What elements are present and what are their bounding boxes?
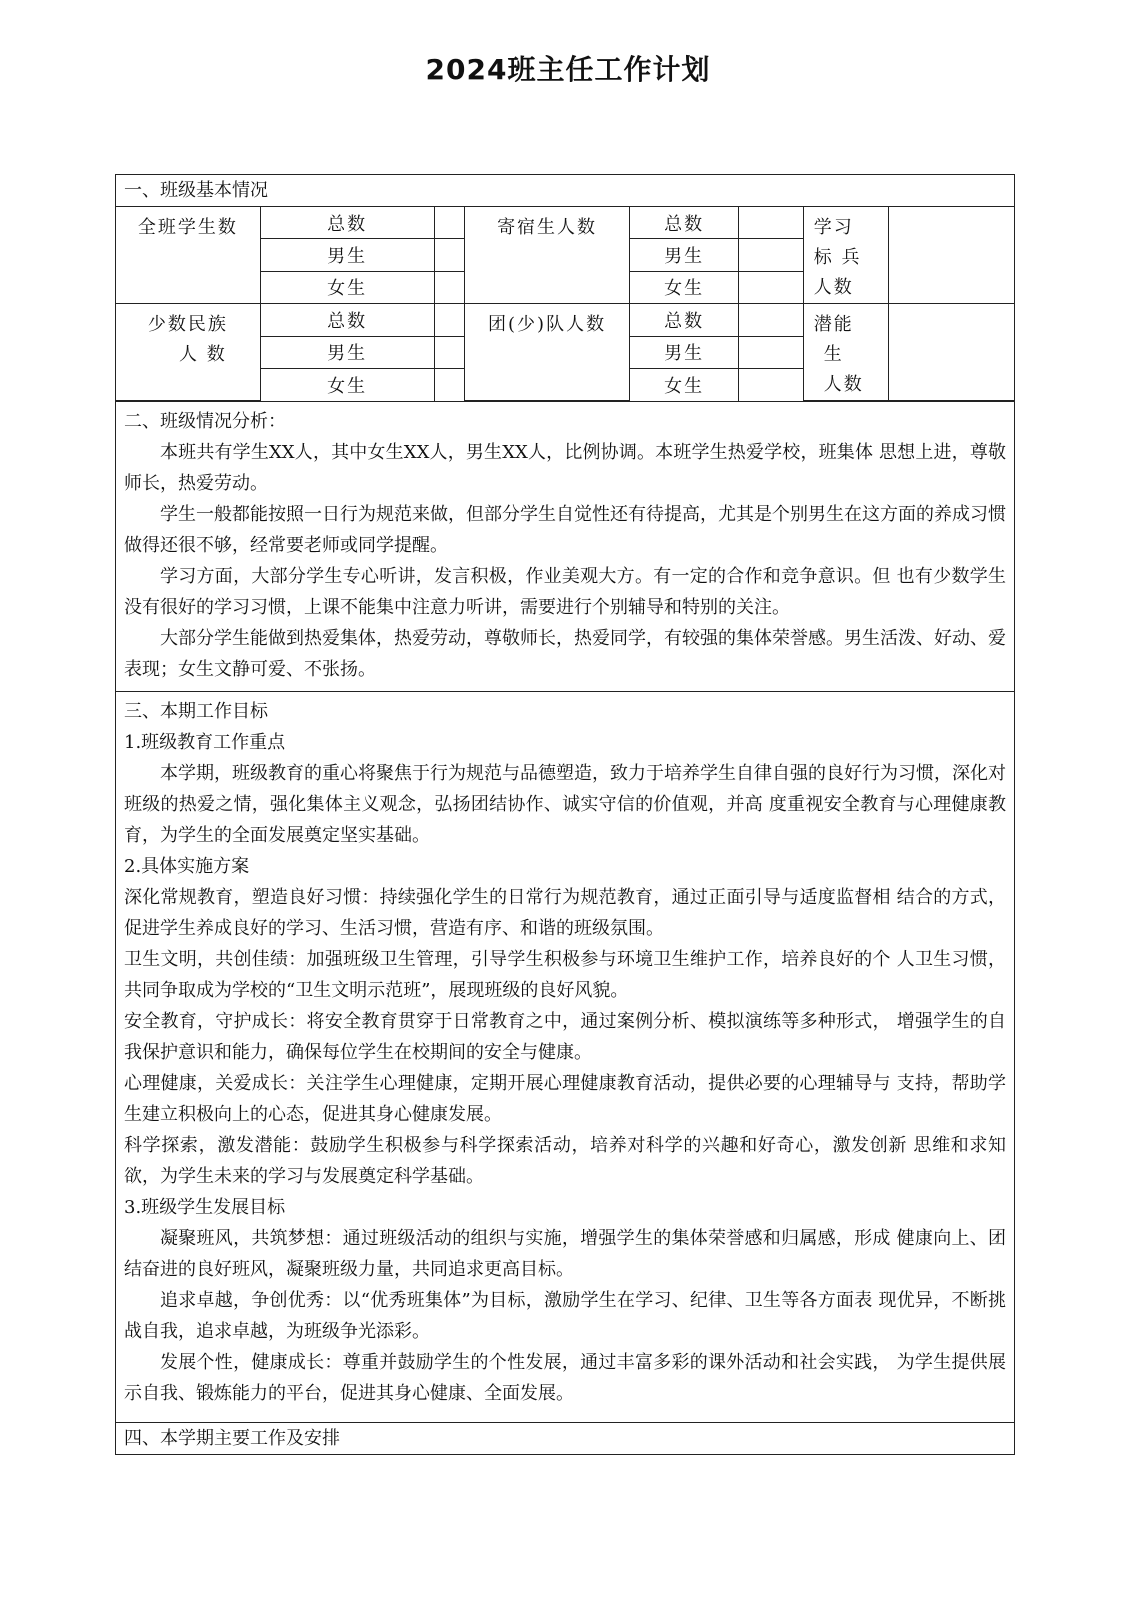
model-students-label-line1: 学习	[813, 217, 854, 238]
section1-heading: 一、班级基本情况	[116, 175, 1015, 207]
section3-cell	[116, 692, 1015, 1423]
total-students-male-value[interactable]	[434, 239, 465, 271]
league-female-value[interactable]	[739, 369, 803, 401]
section3-sub1-text: 本学期，班级教育的重心将聚焦于行为规范与品德塑造，致力于培养学生自律自强的良好行为习惯，深化对班级的热爱之情，强化集体主义观念，弘扬团结协作、诚实守信的价值观，并高 度重视安全教育与心理健康教育，为学生的全面发展奠定坚实基础。	[124, 763, 1006, 846]
minority-label	[116, 304, 260, 401]
basic-info-cell	[116, 207, 1015, 402]
minority-label-line2: 人 数	[178, 344, 227, 365]
league-female-label: 女生	[629, 369, 738, 401]
section2-paragraph: 本班共有学生XX人，其中女生XX人，男生XX人，比例协调。本班学生热爱学校，班集体 思想上进，尊敬师长，热爱劳动。	[124, 442, 1006, 494]
minority-female-value[interactable]	[434, 369, 465, 401]
section3-sub2-item: 安全教育，守护成长：将安全教育贯穿于日常教育之中，通过案例分析、模拟演练等多种形式， 增强学生的自我保护意识和能力，确保每位学生在校期间的安全与健康。	[124, 1011, 1006, 1063]
section2-cell	[116, 402, 1015, 692]
section4-heading: 四、本学期主要工作及安排	[116, 1423, 1015, 1455]
section3-sub2-heading: 2.具体实施方案	[124, 856, 250, 877]
total-students-female-label: 女生	[260, 271, 434, 303]
section3-sub2-item: 卫生文明，共创佳绩：加强班级卫生管理，引导学生积极参与环境卫生维护工作，培养良好的个 人卫生习惯，共同争取成为学校的“卫生文明示范班”，展现班级的良好风貌。	[124, 949, 1006, 1001]
total-students-total-value[interactable]	[434, 207, 465, 239]
potential-label-line3: 人数	[823, 374, 864, 395]
basic-info-table	[116, 207, 1014, 401]
potential-label-line2: 生	[823, 344, 844, 365]
model-students-label	[803, 207, 888, 304]
section3-sub2-item: 深化常规教育，塑造良好习惯：持续强化学生的日常行为规范教育，通过正面引导与适度监督相 结合的方式，促进学生养成良好的学习、生活习惯，营造有序、和谐的班级氛围。	[124, 887, 1006, 939]
minority-total-label: 总数	[260, 304, 434, 337]
model-students-label-line3: 人数	[813, 277, 854, 298]
section3-heading: 三、本期工作目标	[124, 701, 268, 722]
section3-sub2-item: 科学探索，激发潜能：鼓励学生积极参与科学探索活动，培养对科学的兴趣和好奇心，激发创新 思维和求知欲，为学生未来的学习与发展奠定科学基础。	[124, 1135, 1006, 1187]
boarders-total-value[interactable]	[739, 207, 803, 239]
league-total-label: 总数	[629, 304, 738, 337]
total-students-male-label: 男生	[260, 239, 434, 271]
boarders-male-value[interactable]	[739, 239, 803, 271]
boarders-label: 寄宿生人数	[465, 207, 630, 304]
minority-male-value[interactable]	[434, 336, 465, 369]
potential-label-line1: 潜能	[813, 314, 854, 335]
model-students-label-line2: 标 兵	[813, 247, 862, 268]
section2-paragraph: 学生一般都能按照一日行为规范来做，但部分学生自觉性还有待提高，尤其是个别男生在这方面的养成习惯做得还很不够，经常要老师或同学提醒。	[124, 504, 1006, 556]
total-students-label: 全班学生数	[116, 207, 260, 304]
total-students-female-value[interactable]	[434, 271, 465, 303]
section3-sub2-item: 心理健康，关爱成长：关注学生心理健康，定期开展心理健康教育活动，提供必要的心理辅导与 支持，帮助学生建立积极向上的心态，促进其身心健康发展。	[124, 1073, 1006, 1125]
model-students-value[interactable]	[888, 207, 1014, 304]
boarders-male-label: 男生	[629, 239, 738, 271]
minority-female-label: 女生	[260, 369, 434, 401]
section2-heading: 二、班级情况分析：	[124, 411, 286, 432]
boarders-total-label: 总数	[629, 207, 738, 239]
section3-sub1-heading: 1.班级教育工作重点	[124, 732, 286, 753]
potential-value[interactable]	[888, 304, 1014, 401]
section3-sub3-item: 凝聚班风，共筑梦想：通过班级活动的组织与实施，增强学生的集体荣誉感和归属感，形成 健康向上、团结奋进的良好班风，凝聚班级力量，共同追求更高目标。	[124, 1228, 1006, 1280]
total-students-total-label: 总数	[260, 207, 434, 239]
league-male-value[interactable]	[739, 336, 803, 369]
boarders-female-value[interactable]	[739, 271, 803, 303]
league-label: 团(少)队人数	[465, 304, 630, 401]
potential-label	[803, 304, 888, 401]
section3-sub3-heading: 3.班级学生发展目标	[124, 1197, 286, 1218]
minority-male-label: 男生	[260, 336, 434, 369]
minority-label-line1: 少数民族	[147, 314, 228, 335]
section3-sub3-item: 发展个性，健康成长：尊重并鼓励学生的个性发展，通过丰富多彩的课外活动和社会实践， 为学生提供展示自我、锻炼能力的平台，促进其身心健康、全面发展。	[124, 1352, 1006, 1404]
boarders-female-label: 女生	[629, 271, 738, 303]
section2-paragraph: 学习方面，大部分学生专心听讲，发言积极，作业美观大方。有一定的合作和竞争意识。但 也有少数学生没有很好的学习习惯，上课不能集中注意力听讲，需要进行个别辅导和特别的关注。	[124, 566, 1006, 618]
plan-table	[115, 174, 1015, 1455]
minority-total-value[interactable]	[434, 304, 465, 337]
league-male-label: 男生	[629, 336, 738, 369]
section3-sub3-item: 追求卓越，争创优秀：以“优秀班集体”为目标，激励学生在学习、纪律、卫生等各方面表 现优异，不断挑战自我，追求卓越，为班级争光添彩。	[124, 1290, 1006, 1342]
document-title: 2024班主任工作计划	[425, 53, 711, 86]
league-total-value[interactable]	[739, 304, 803, 337]
section2-paragraph: 大部分学生能做到热爱集体，热爱劳动，尊敬师长，热爱同学，有较强的集体荣誉感。男生活泼、好动、爱表现；女生文静可爱、不张扬。	[124, 628, 1006, 680]
